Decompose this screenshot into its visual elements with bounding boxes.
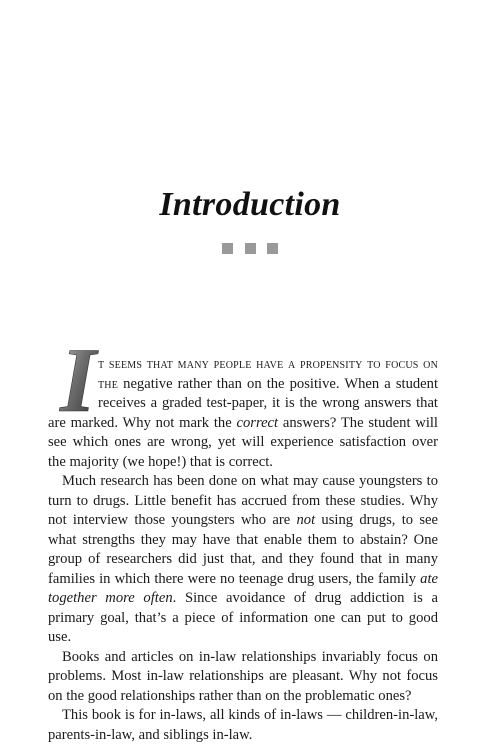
drop-cap-glyph [48,339,108,419]
svg-text:I: I [60,339,96,419]
ornament-square [267,243,278,254]
text-run: negative rather than on the positive. When a student receives a graded test-paper, it is the wrong answers that are marked. Why not mark the [48,375,438,431]
ornament-square [222,243,233,254]
chapter-title: Introduction [159,186,341,223]
paragraph-2 [48,472,438,648]
emphasis: not [296,512,316,528]
paragraph-3: Books and articles on in-law relationships invariably focus on problems. Most in-law relationships are pleasant. Why not focus on the good relationships rather than on the problematic ones? [48,648,438,704]
text-run: using drugs, to see what strengths they may have that enable them to abstain? One group of researchers did just that, and they found that in many families in which there were no teenage drug users, the family [48,512,438,587]
text-run: answers? The student will see which ones are wrong, yet will experience satisfaction over the majority (we hope!) that is correct. [48,414,438,470]
body-text [48,339,439,745]
lead-in-small-caps: t seems that many people have a propensity to focus on the [98,356,438,392]
ornament-square [245,243,256,254]
ornament-squares [222,243,278,255]
emphasis: ate together more often [48,570,438,606]
text-run: Much research has been done on what may cause youngsters to turn to drugs. Little benefit has accrued from these studies. Why not interview those youngsters who are [48,473,438,528]
drop-cap [48,339,96,419]
emphasis: correct [236,414,279,431]
paragraph-1 [48,339,438,472]
paragraph-4: This book is for in-laws, all kinds of in-laws — children-in-law, parents-in-law, and siblings in-law. [48,707,438,743]
text-run: . Since avoidance of drug addiction is a primary goal, that’s a piece of information one can put to good use. [48,590,439,645]
